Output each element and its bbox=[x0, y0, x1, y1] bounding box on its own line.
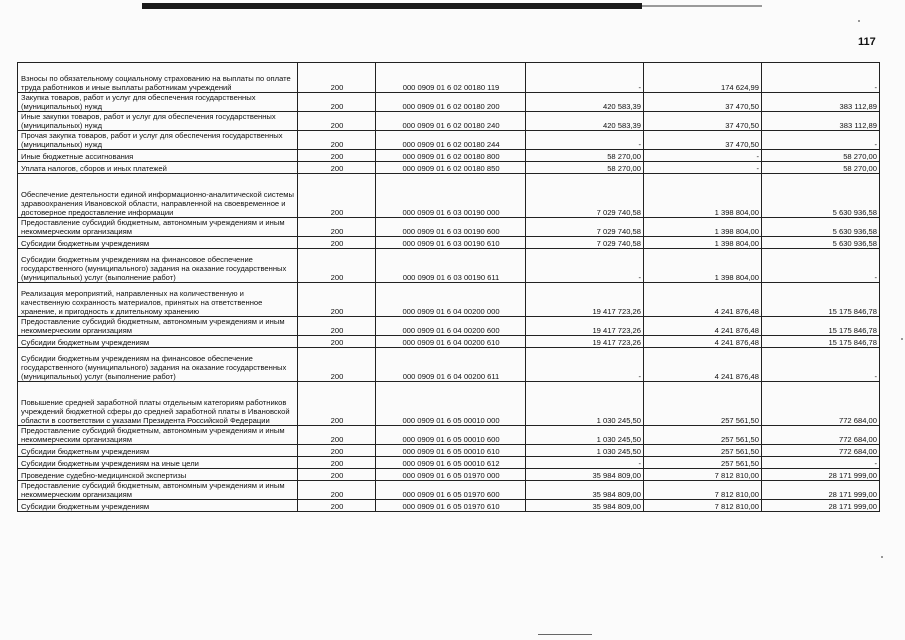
row-code-cell: 200 bbox=[298, 481, 376, 500]
row-name-cell: Субсидии бюджетным учреждениям на иные цели bbox=[18, 457, 298, 469]
row-name-cell: Иные закупки товаров, работ и услуг для обеспечения государственных (муниципальных) нужд bbox=[18, 112, 298, 131]
row-code-cell: 200 bbox=[298, 150, 376, 162]
row-approved-cell: 19 417 723,26 bbox=[526, 336, 644, 348]
row-unexecuted-cell: 58 270,00 bbox=[762, 150, 880, 162]
row-executed-cell: 1 398 804,00 bbox=[644, 174, 762, 218]
scan-bottom-line bbox=[538, 634, 592, 635]
row-unexecuted-cell: 772 684,00 bbox=[762, 382, 880, 426]
row-executed-cell: 4 241 876,48 bbox=[644, 336, 762, 348]
row-kbk-cell: 000 0909 01 6 04 00200 600 bbox=[376, 317, 526, 336]
row-executed-cell: 4 241 876,48 bbox=[644, 283, 762, 317]
row-unexecuted-cell: 5 630 936,58 bbox=[762, 174, 880, 218]
row-unexecuted-cell: 28 171 999,00 bbox=[762, 481, 880, 500]
table-row bbox=[18, 218, 880, 237]
row-executed-cell: 7 812 810,00 bbox=[644, 469, 762, 481]
row-kbk-cell: 000 0909 01 6 05 01970 000 bbox=[376, 469, 526, 481]
row-kbk-cell: 000 0909 01 6 02 00180 240 bbox=[376, 112, 526, 131]
row-approved-cell: - bbox=[526, 63, 644, 93]
row-name-cell: Взносы по обязательному социальному страхованию на выплаты по оплате труда работников и иные выплаты работникам учреждений bbox=[18, 63, 298, 93]
row-name-cell: Иные бюджетные ассигнования bbox=[18, 150, 298, 162]
row-code-cell: 200 bbox=[298, 445, 376, 457]
row-code-cell: 200 bbox=[298, 249, 376, 283]
row-unexecuted-cell: 383 112,89 bbox=[762, 93, 880, 112]
row-kbk-cell: 000 0909 01 6 05 00010 612 bbox=[376, 457, 526, 469]
row-kbk-cell: 000 0909 01 6 03 00190 600 bbox=[376, 218, 526, 237]
row-code-cell: 200 bbox=[298, 218, 376, 237]
row-executed-cell: 1 398 804,00 bbox=[644, 237, 762, 249]
row-code-cell: 200 bbox=[298, 112, 376, 131]
table-row bbox=[18, 131, 880, 150]
row-name-cell: Прочая закупка товаров, работ и услуг для обеспечения государственных (муниципальных) нужд bbox=[18, 131, 298, 150]
row-name-cell: Закупка товаров, работ и услуг для обеспечения государственных (муниципальных) нужд bbox=[18, 93, 298, 112]
row-approved-cell: 1 030 245,50 bbox=[526, 445, 644, 457]
row-approved-cell: 35 984 809,00 bbox=[526, 469, 644, 481]
row-executed-cell: 174 624,99 bbox=[644, 63, 762, 93]
row-executed-cell: 257 561,50 bbox=[644, 382, 762, 426]
row-code-cell: 200 bbox=[298, 348, 376, 382]
budget-execution-table bbox=[17, 62, 880, 512]
table-row bbox=[18, 237, 880, 249]
row-name-cell: Предоставление субсидий бюджетным, автономным учреждениям и иным некоммерческим организациям bbox=[18, 481, 298, 500]
row-approved-cell: 35 984 809,00 bbox=[526, 481, 644, 500]
row-kbk-cell: 000 0909 01 6 02 00180 800 bbox=[376, 150, 526, 162]
table-row bbox=[18, 348, 880, 382]
row-kbk-cell: 000 0909 01 6 03 00190 610 bbox=[376, 237, 526, 249]
row-code-cell: 200 bbox=[298, 500, 376, 512]
table-row bbox=[18, 500, 880, 512]
row-code-cell: 200 bbox=[298, 283, 376, 317]
row-approved-cell: 58 270,00 bbox=[526, 162, 644, 174]
row-approved-cell: - bbox=[526, 348, 644, 382]
row-approved-cell: 1 030 245,50 bbox=[526, 382, 644, 426]
row-approved-cell: 7 029 740,58 bbox=[526, 174, 644, 218]
row-kbk-cell: 000 0909 01 6 02 00180 200 bbox=[376, 93, 526, 112]
row-approved-cell: - bbox=[526, 131, 644, 150]
scan-top-bar-fade bbox=[642, 5, 762, 7]
row-name-cell: Субсидии бюджетным учреждениям bbox=[18, 445, 298, 457]
row-kbk-cell: 000 0909 01 6 02 00180 244 bbox=[376, 131, 526, 150]
row-unexecuted-cell: 15 175 846,78 bbox=[762, 336, 880, 348]
row-name-cell: Предоставление субсидий бюджетным, автономным учреждениям и иным некоммерческим организациям bbox=[18, 317, 298, 336]
row-approved-cell: 420 583,39 bbox=[526, 112, 644, 131]
row-executed-cell: 37 470,50 bbox=[644, 93, 762, 112]
table-row bbox=[18, 162, 880, 174]
row-unexecuted-cell: 15 175 846,78 bbox=[762, 283, 880, 317]
row-unexecuted-cell: - bbox=[762, 131, 880, 150]
scan-speck bbox=[881, 556, 883, 558]
row-executed-cell: 257 561,50 bbox=[644, 457, 762, 469]
table-row bbox=[18, 317, 880, 336]
row-name-cell: Субсидии бюджетным учреждениям на финансовое обеспечение государственного (муниципального) задания на оказание государственных (муниципальных) услуг (выполнение работ) bbox=[18, 348, 298, 382]
table-row bbox=[18, 174, 880, 218]
row-executed-cell: 1 398 804,00 bbox=[644, 218, 762, 237]
table-row bbox=[18, 249, 880, 283]
row-approved-cell: 420 583,39 bbox=[526, 93, 644, 112]
row-code-cell: 200 bbox=[298, 93, 376, 112]
table-row bbox=[18, 457, 880, 469]
row-kbk-cell: 000 0909 01 6 03 00190 000 bbox=[376, 174, 526, 218]
row-approved-cell: 35 984 809,00 bbox=[526, 500, 644, 512]
row-executed-cell: 37 470,50 bbox=[644, 131, 762, 150]
row-name-cell: Предоставление субсидий бюджетным, автономным учреждениям и иным некоммерческим организациям bbox=[18, 218, 298, 237]
row-approved-cell: 19 417 723,26 bbox=[526, 283, 644, 317]
row-unexecuted-cell: 28 171 999,00 bbox=[762, 500, 880, 512]
page-number: 117 bbox=[858, 36, 876, 48]
row-code-cell: 200 bbox=[298, 382, 376, 426]
row-kbk-cell: 000 0909 01 6 02 00180 119 bbox=[376, 63, 526, 93]
row-name-cell: Субсидии бюджетным учреждениям bbox=[18, 500, 298, 512]
row-kbk-cell: 000 0909 01 6 04 00200 610 bbox=[376, 336, 526, 348]
row-approved-cell: 1 030 245,50 bbox=[526, 426, 644, 445]
row-name-cell: Предоставление субсидий бюджетным, автономным учреждениям и иным некоммерческим организациям bbox=[18, 426, 298, 445]
row-name-cell: Обеспечение деятельности единой информационно-аналитической системы здравоохранения Ивановской области, направленной на своевременное и достоверное предоставление информации bbox=[18, 174, 298, 218]
table-row bbox=[18, 469, 880, 481]
row-unexecuted-cell: 5 630 936,58 bbox=[762, 237, 880, 249]
table-row bbox=[18, 426, 880, 445]
row-unexecuted-cell: 772 684,00 bbox=[762, 445, 880, 457]
table-row bbox=[18, 481, 880, 500]
row-kbk-cell: 000 0909 01 6 05 01970 610 bbox=[376, 500, 526, 512]
row-unexecuted-cell: - bbox=[762, 63, 880, 93]
row-approved-cell: 7 029 740,58 bbox=[526, 237, 644, 249]
row-unexecuted-cell: - bbox=[762, 249, 880, 283]
row-kbk-cell: 000 0909 01 6 02 00180 850 bbox=[376, 162, 526, 174]
row-name-cell: Повышение средней заработной платы отдельным категориям работников учреждений бюджетной сферы до средней заработной платы в Ивановской области в соответствии с указами Президента Российской Федерации bbox=[18, 382, 298, 426]
row-unexecuted-cell: 5 630 936,58 bbox=[762, 218, 880, 237]
row-code-cell: 200 bbox=[298, 469, 376, 481]
row-kbk-cell: 000 0909 01 6 03 00190 611 bbox=[376, 249, 526, 283]
row-code-cell: 200 bbox=[298, 174, 376, 218]
row-code-cell: 200 bbox=[298, 317, 376, 336]
table-row bbox=[18, 382, 880, 426]
row-executed-cell: 4 241 876,48 bbox=[644, 348, 762, 382]
row-name-cell: Реализация мероприятий, направленных на количественную и качественную сохранность материалов, принятых на ответственное хранение, и пригодность к длительному хранению bbox=[18, 283, 298, 317]
row-kbk-cell: 000 0909 01 6 05 00010 000 bbox=[376, 382, 526, 426]
row-kbk-cell: 000 0909 01 6 04 00200 000 bbox=[376, 283, 526, 317]
row-name-cell: Субсидии бюджетным учреждениям на финансовое обеспечение государственного (муниципального) задания на оказание государственных (муниципальных) услуг (выполнение работ) bbox=[18, 249, 298, 283]
row-approved-cell: 58 270,00 bbox=[526, 150, 644, 162]
row-unexecuted-cell: 383 112,89 bbox=[762, 112, 880, 131]
row-unexecuted-cell: 772 684,00 bbox=[762, 426, 880, 445]
table-row bbox=[18, 150, 880, 162]
table-row bbox=[18, 445, 880, 457]
scan-speck bbox=[901, 338, 903, 340]
row-code-cell: 200 bbox=[298, 457, 376, 469]
row-executed-cell: 4 241 876,48 bbox=[644, 317, 762, 336]
row-executed-cell: 257 561,50 bbox=[644, 426, 762, 445]
row-code-cell: 200 bbox=[298, 336, 376, 348]
row-executed-cell: 37 470,50 bbox=[644, 112, 762, 131]
row-name-cell: Проведение судебно-медицинской экспертизы bbox=[18, 469, 298, 481]
table-row bbox=[18, 63, 880, 93]
row-executed-cell: 257 561,50 bbox=[644, 445, 762, 457]
row-unexecuted-cell: - bbox=[762, 348, 880, 382]
row-executed-cell: 7 812 810,00 bbox=[644, 481, 762, 500]
row-code-cell: 200 bbox=[298, 131, 376, 150]
row-kbk-cell: 000 0909 01 6 05 01970 600 bbox=[376, 481, 526, 500]
row-kbk-cell: 000 0909 01 6 05 00010 600 bbox=[376, 426, 526, 445]
row-name-cell: Уплата налогов, сборов и иных платежей bbox=[18, 162, 298, 174]
row-kbk-cell: 000 0909 01 6 04 00200 611 bbox=[376, 348, 526, 382]
table-row bbox=[18, 283, 880, 317]
row-approved-cell: 19 417 723,26 bbox=[526, 317, 644, 336]
row-approved-cell: - bbox=[526, 249, 644, 283]
row-code-cell: 200 bbox=[298, 426, 376, 445]
row-name-cell: Субсидии бюджетным учреждениям bbox=[18, 237, 298, 249]
table-row bbox=[18, 336, 880, 348]
row-executed-cell: - bbox=[644, 162, 762, 174]
row-unexecuted-cell: 58 270,00 bbox=[762, 162, 880, 174]
row-code-cell: 200 bbox=[298, 162, 376, 174]
row-executed-cell: 1 398 804,00 bbox=[644, 249, 762, 283]
row-unexecuted-cell: 15 175 846,78 bbox=[762, 317, 880, 336]
scan-speck bbox=[858, 20, 860, 22]
table-row bbox=[18, 112, 880, 131]
row-code-cell: 200 bbox=[298, 63, 376, 93]
row-code-cell: 200 bbox=[298, 237, 376, 249]
row-kbk-cell: 000 0909 01 6 05 00010 610 bbox=[376, 445, 526, 457]
row-approved-cell: - bbox=[526, 457, 644, 469]
row-executed-cell: 7 812 810,00 bbox=[644, 500, 762, 512]
row-unexecuted-cell: 28 171 999,00 bbox=[762, 469, 880, 481]
row-unexecuted-cell: - bbox=[762, 457, 880, 469]
row-approved-cell: 7 029 740,58 bbox=[526, 218, 644, 237]
scan-top-bar bbox=[142, 3, 642, 9]
row-executed-cell: - bbox=[644, 150, 762, 162]
table-row bbox=[18, 93, 880, 112]
row-name-cell: Субсидии бюджетным учреждениям bbox=[18, 336, 298, 348]
